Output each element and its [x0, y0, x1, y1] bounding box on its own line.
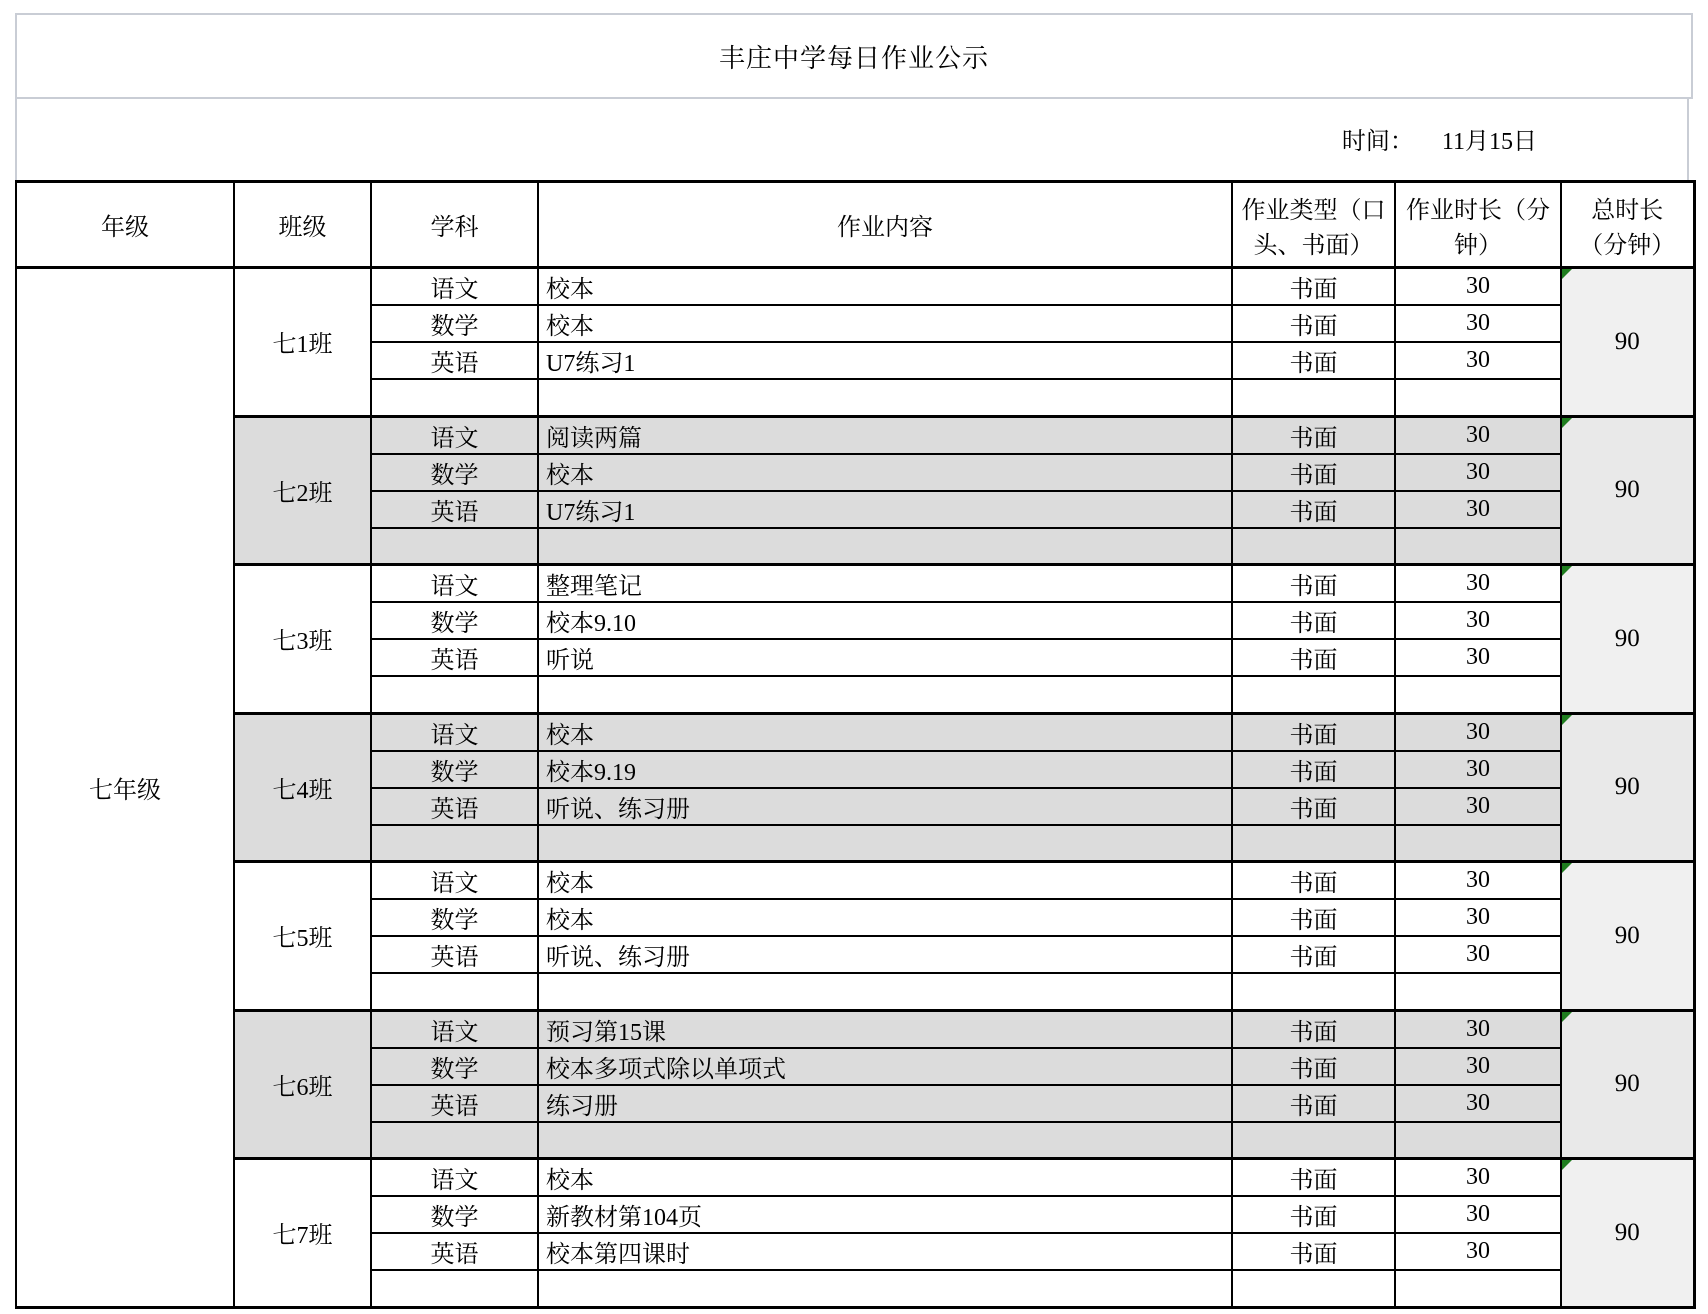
content-cell[interactable]: 新教材第104页 [538, 1196, 1232, 1233]
subject-cell[interactable]: 数学 [371, 1196, 538, 1233]
duration-cell[interactable]: 30 [1395, 416, 1561, 454]
type-cell[interactable]: 书面 [1232, 936, 1395, 973]
homework-row [16, 862, 1694, 900]
homework-row [16, 565, 1694, 603]
type-cell[interactable]: 书面 [1232, 751, 1395, 788]
duration-cell[interactable]: 30 [1395, 491, 1561, 528]
duration-cell[interactable]: 30 [1395, 565, 1561, 603]
type-cell[interactable]: 书面 [1232, 788, 1395, 825]
content-cell[interactable]: 校本 [538, 268, 1232, 306]
type-cell[interactable]: 书面 [1232, 1196, 1395, 1233]
content-cell[interactable]: 听说 [538, 639, 1232, 676]
content-cell[interactable]: 校本第四课时 [538, 1233, 1232, 1270]
type-cell[interactable]: 书面 [1232, 342, 1395, 379]
time-row[interactable] [15, 97, 1689, 180]
duration-cell[interactable] [1395, 528, 1561, 565]
total-value: 90 [1614, 624, 1640, 652]
homework-row [16, 1010, 1694, 1048]
title-row[interactable] [15, 13, 1693, 99]
duration-cell[interactable]: 30 [1395, 602, 1561, 639]
homework-table [15, 180, 1696, 1309]
type-cell[interactable]: 书面 [1232, 1233, 1395, 1270]
content-cell[interactable]: 校本 [538, 713, 1232, 751]
class-cell[interactable]: 七2班 [234, 416, 371, 565]
class-cell[interactable]: 七7班 [234, 1159, 371, 1308]
duration-cell[interactable]: 30 [1395, 1048, 1561, 1085]
total-cell[interactable] [1561, 1010, 1694, 1159]
content-cell[interactable]: 校本 [538, 454, 1232, 491]
duration-cell[interactable] [1395, 1122, 1561, 1159]
content-cell[interactable]: U7练习1 [538, 491, 1232, 528]
type-cell[interactable] [1232, 1122, 1395, 1159]
header-type[interactable]: 作业类型（口头、书面） [1232, 182, 1395, 268]
type-cell[interactable]: 书面 [1232, 1085, 1395, 1122]
class-cell[interactable]: 七1班 [234, 268, 371, 417]
subject-cell[interactable] [371, 825, 538, 862]
total-cell[interactable] [1561, 862, 1694, 1011]
type-cell[interactable]: 书面 [1232, 1048, 1395, 1085]
content-cell[interactable] [538, 973, 1232, 1010]
duration-cell[interactable]: 30 [1395, 788, 1561, 825]
content-cell[interactable]: 校本 [538, 899, 1232, 936]
content-cell[interactable] [538, 379, 1232, 416]
duration-cell[interactable] [1395, 973, 1561, 1010]
content-cell[interactable]: 听说、练习册 [538, 936, 1232, 973]
content-cell[interactable]: 预习第15课 [538, 1010, 1232, 1048]
content-cell[interactable] [538, 1270, 1232, 1307]
content-cell[interactable] [538, 528, 1232, 565]
excel-error-flag-icon [1562, 1160, 1572, 1170]
duration-cell[interactable] [1395, 825, 1561, 862]
subject-cell[interactable]: 英语 [371, 1085, 538, 1122]
header-total[interactable]: 总时长（分钟） [1561, 182, 1694, 268]
content-cell[interactable]: 整理笔记 [538, 565, 1232, 603]
content-cell[interactable]: 校本 [538, 1159, 1232, 1197]
type-cell[interactable]: 书面 [1232, 639, 1395, 676]
content-cell[interactable]: 听说、练习册 [538, 788, 1232, 825]
type-cell[interactable] [1232, 528, 1395, 565]
duration-cell[interactable]: 30 [1395, 1159, 1561, 1197]
class-cell[interactable]: 七4班 [234, 713, 371, 862]
time-label: 时间： [1341, 129, 1414, 155]
excel-error-flag-icon [1562, 269, 1572, 279]
excel-error-flag-icon [1562, 566, 1572, 576]
duration-cell[interactable]: 30 [1395, 751, 1561, 788]
grade-cell[interactable]: 七年级 [16, 268, 234, 1308]
subject-cell[interactable]: 数学 [371, 899, 538, 936]
subject-cell[interactable]: 语文 [371, 862, 538, 900]
duration-cell[interactable]: 30 [1395, 713, 1561, 751]
excel-error-flag-icon [1562, 418, 1572, 428]
subject-cell[interactable]: 数学 [371, 1048, 538, 1085]
duration-cell[interactable] [1395, 676, 1561, 713]
class-cell[interactable]: 七5班 [234, 862, 371, 1011]
subject-cell[interactable] [371, 1270, 538, 1307]
type-cell[interactable]: 书面 [1232, 1159, 1395, 1197]
type-cell[interactable]: 书面 [1232, 713, 1395, 751]
duration-cell[interactable]: 30 [1395, 899, 1561, 936]
total-cell[interactable] [1561, 713, 1694, 862]
subject-cell[interactable] [371, 973, 538, 1010]
type-cell[interactable]: 书面 [1232, 416, 1395, 454]
duration-cell[interactable]: 30 [1395, 862, 1561, 900]
total-cell[interactable] [1561, 268, 1694, 417]
subject-cell[interactable]: 英语 [371, 788, 538, 825]
content-cell[interactable]: 校本9.19 [538, 751, 1232, 788]
duration-cell[interactable]: 30 [1395, 639, 1561, 676]
type-cell[interactable]: 书面 [1232, 565, 1395, 603]
subject-cell[interactable]: 英语 [371, 1233, 538, 1270]
duration-cell[interactable]: 30 [1395, 1233, 1561, 1270]
content-cell[interactable] [538, 676, 1232, 713]
subject-cell[interactable]: 语文 [371, 1159, 538, 1197]
type-cell[interactable] [1232, 379, 1395, 416]
type-cell[interactable]: 书面 [1232, 491, 1395, 528]
subject-cell[interactable]: 英语 [371, 491, 538, 528]
duration-cell[interactable]: 30 [1395, 268, 1561, 306]
total-cell[interactable] [1561, 1159, 1694, 1308]
total-cell[interactable] [1561, 416, 1694, 565]
duration-cell[interactable] [1395, 379, 1561, 416]
subject-cell[interactable]: 数学 [371, 305, 538, 342]
subject-cell[interactable] [371, 528, 538, 565]
content-cell[interactable] [538, 1122, 1232, 1159]
total-value: 90 [1614, 773, 1640, 801]
duration-cell[interactable]: 30 [1395, 454, 1561, 491]
header-class[interactable]: 班级 [234, 182, 371, 268]
type-cell[interactable] [1232, 1270, 1395, 1307]
excel-error-flag-icon [1562, 1012, 1572, 1022]
subject-cell[interactable]: 英语 [371, 936, 538, 973]
time-value: 11月15日 [1441, 129, 1537, 155]
duration-cell[interactable]: 30 [1395, 1010, 1561, 1048]
duration-cell[interactable]: 30 [1395, 342, 1561, 379]
type-cell[interactable]: 书面 [1232, 268, 1395, 306]
content-cell[interactable]: U7练习1 [538, 342, 1232, 379]
homework-row [16, 268, 1694, 306]
subject-cell[interactable] [371, 1122, 538, 1159]
subject-cell[interactable]: 数学 [371, 454, 538, 491]
header-grade[interactable]: 年级 [16, 182, 234, 268]
header-content[interactable]: 作业内容 [538, 182, 1232, 268]
type-cell[interactable]: 书面 [1232, 454, 1395, 491]
subject-cell[interactable]: 英语 [371, 342, 538, 379]
total-value: 90 [1614, 476, 1640, 504]
content-cell[interactable] [538, 825, 1232, 862]
header-row [16, 182, 1694, 268]
total-value: 90 [1614, 1218, 1640, 1246]
header-duration[interactable]: 作业时长（分钟） [1395, 182, 1561, 268]
content-cell[interactable]: 校本 [538, 862, 1232, 900]
subject-cell[interactable]: 语文 [371, 1010, 538, 1048]
subject-cell[interactable]: 语文 [371, 565, 538, 603]
subject-cell[interactable]: 语文 [371, 713, 538, 751]
homework-row [16, 713, 1694, 751]
content-cell[interactable]: 校本多项式除以单项式 [538, 1048, 1232, 1085]
duration-cell[interactable]: 30 [1395, 1085, 1561, 1122]
page-title: 丰庄中学每日作业公示 [718, 43, 989, 73]
duration-cell[interactable]: 30 [1395, 936, 1561, 973]
duration-cell[interactable] [1395, 1270, 1561, 1307]
type-cell[interactable]: 书面 [1232, 305, 1395, 342]
type-cell[interactable] [1232, 825, 1395, 862]
subject-cell[interactable]: 语文 [371, 268, 538, 306]
homework-row [16, 416, 1694, 454]
type-cell[interactable] [1232, 973, 1395, 1010]
content-cell[interactable]: 校本 [538, 305, 1232, 342]
content-cell[interactable]: 阅读两篇 [538, 416, 1232, 454]
subject-cell[interactable]: 数学 [371, 602, 538, 639]
type-cell[interactable]: 书面 [1232, 602, 1395, 639]
header-subject[interactable]: 学科 [371, 182, 538, 268]
type-cell[interactable]: 书面 [1232, 862, 1395, 900]
total-cell[interactable] [1561, 565, 1694, 714]
subject-cell[interactable]: 语文 [371, 416, 538, 454]
subject-cell[interactable] [371, 676, 538, 713]
total-value: 90 [1614, 1070, 1640, 1098]
duration-cell[interactable]: 30 [1395, 1196, 1561, 1233]
subject-cell[interactable]: 数学 [371, 751, 538, 788]
excel-error-flag-icon [1562, 863, 1572, 873]
type-cell[interactable] [1232, 676, 1395, 713]
type-cell[interactable]: 书面 [1232, 899, 1395, 936]
content-cell[interactable]: 校本9.10 [538, 602, 1232, 639]
class-cell[interactable]: 七6班 [234, 1010, 371, 1159]
content-cell[interactable]: 练习册 [538, 1085, 1232, 1122]
duration-cell[interactable]: 30 [1395, 305, 1561, 342]
homework-row [16, 1159, 1694, 1197]
subject-cell[interactable] [371, 379, 538, 416]
excel-error-flag-icon [1562, 715, 1572, 725]
total-value: 90 [1614, 921, 1640, 949]
subject-cell[interactable]: 英语 [371, 639, 538, 676]
total-value: 90 [1614, 327, 1640, 355]
class-cell[interactable]: 七3班 [234, 565, 371, 714]
type-cell[interactable]: 书面 [1232, 1010, 1395, 1048]
